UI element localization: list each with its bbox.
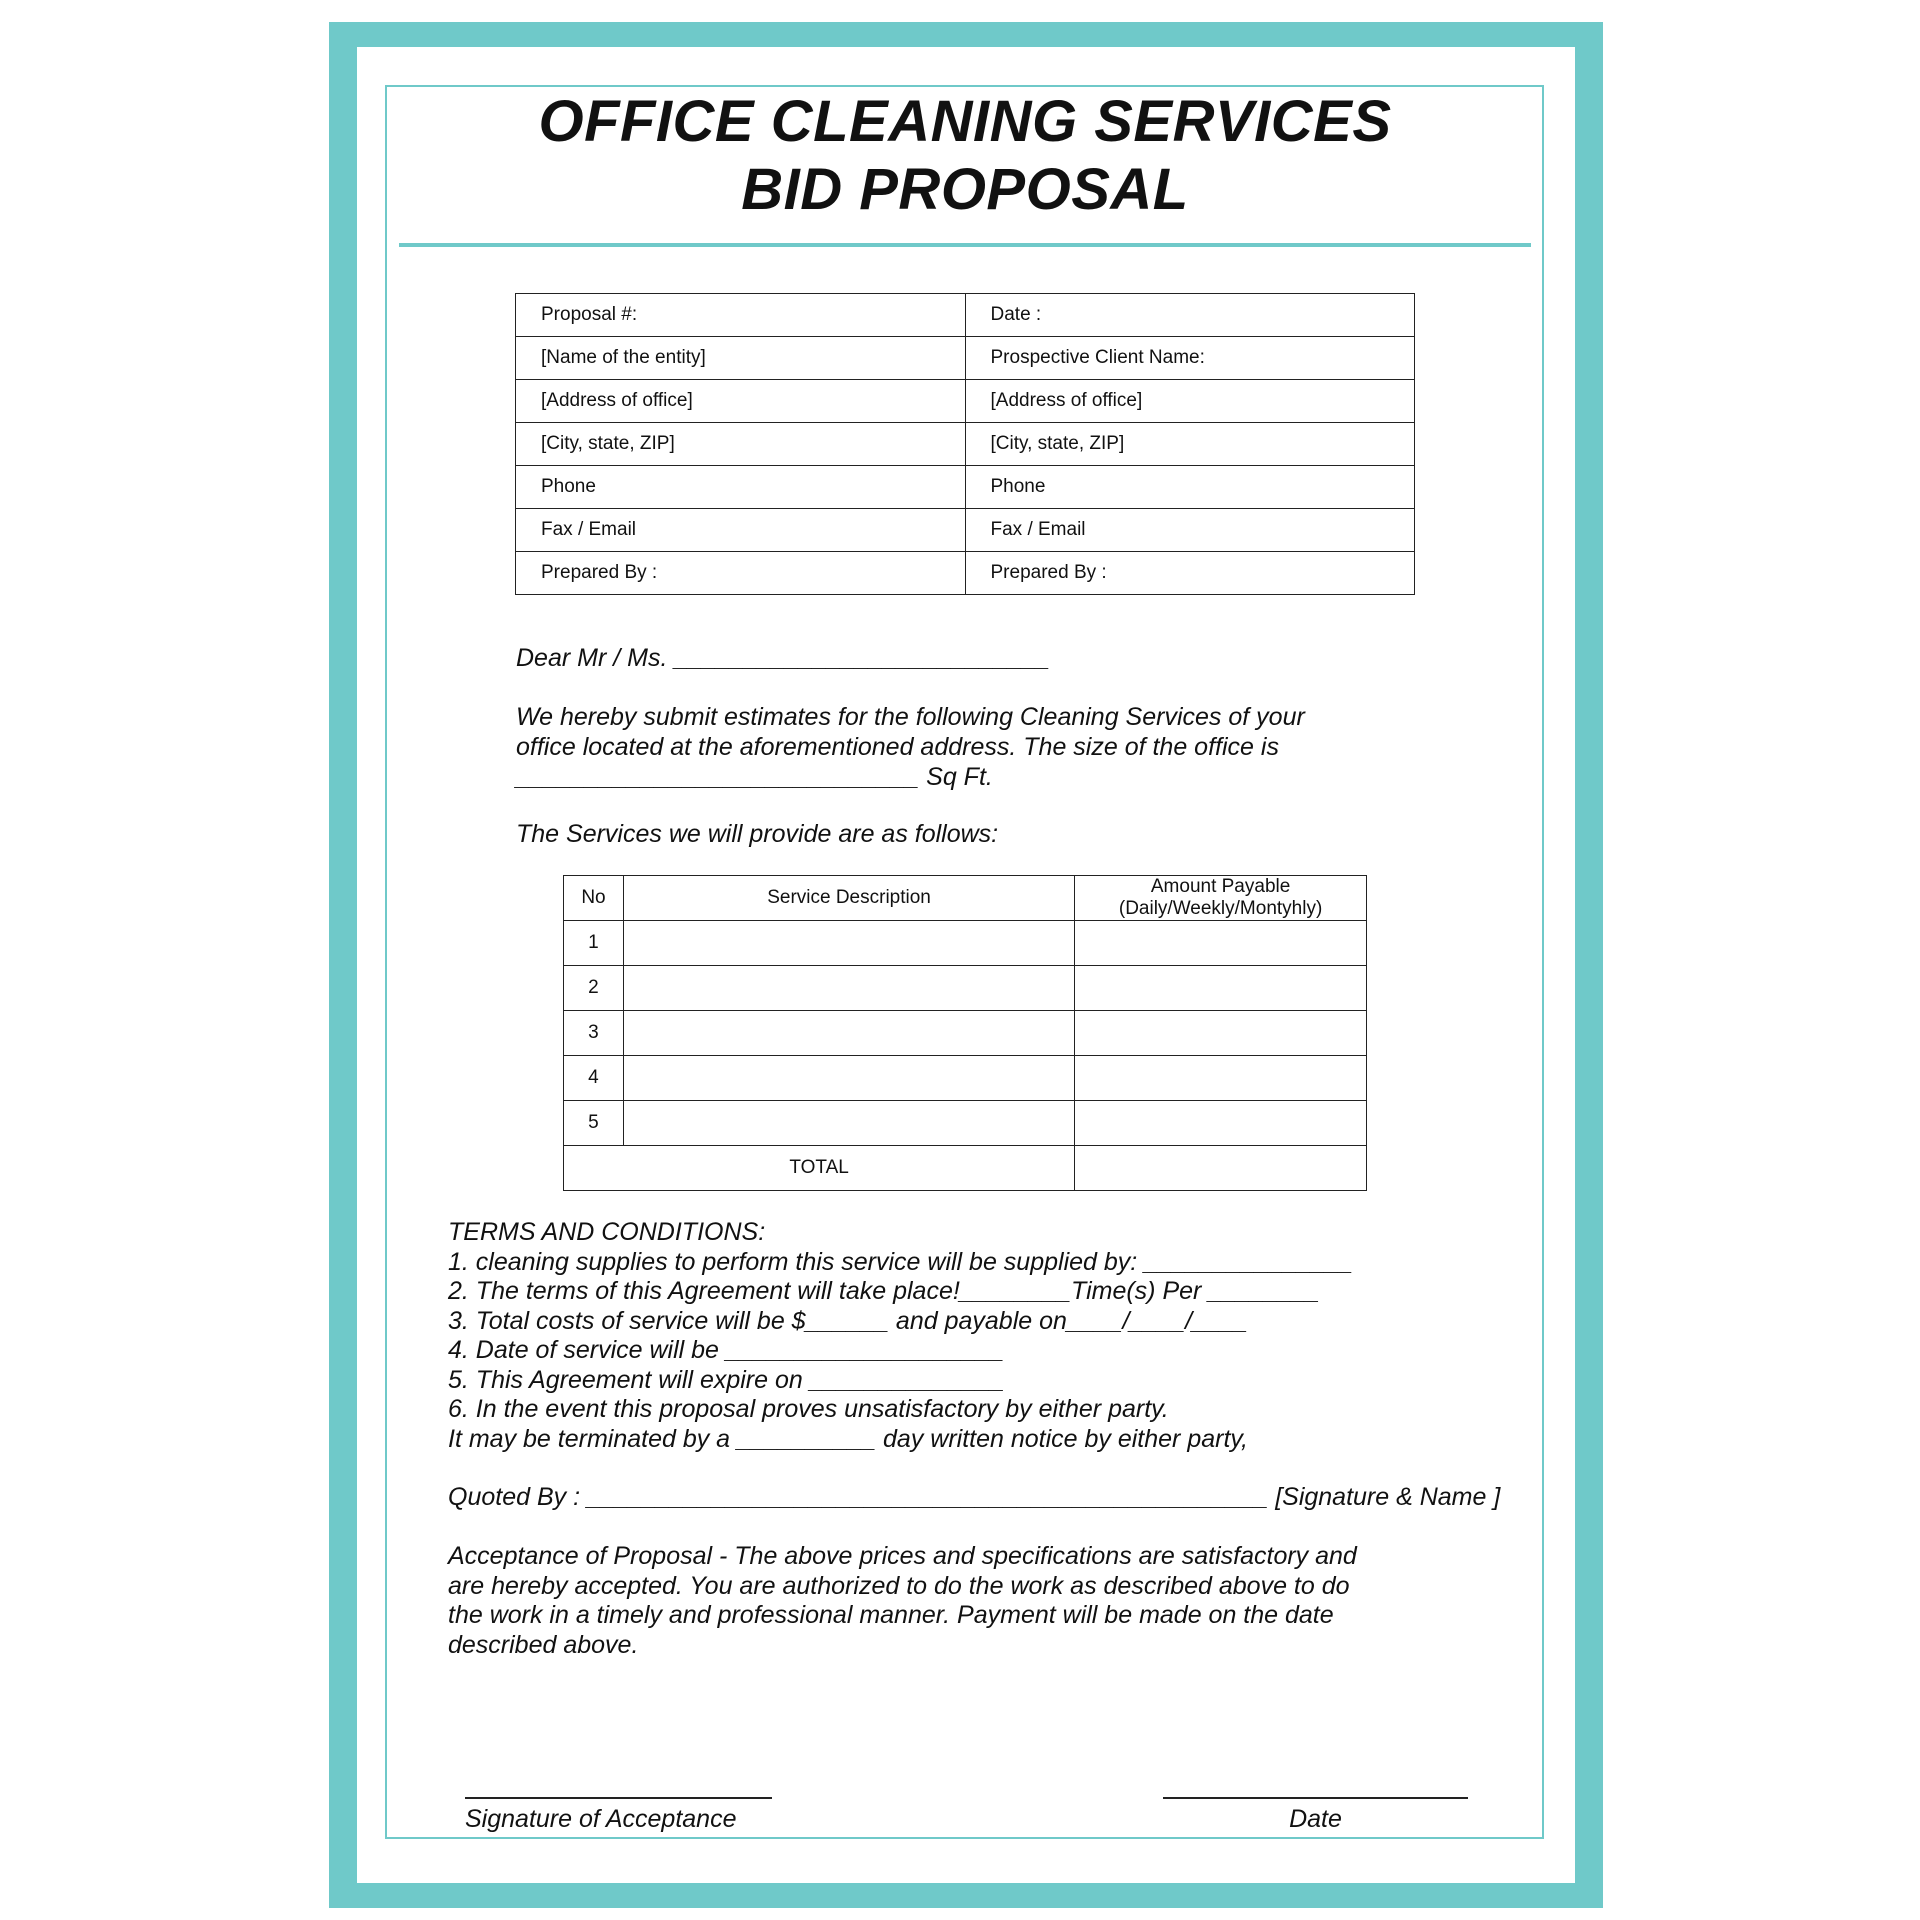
- salutation: Dear Mr / Ms. ___________________________: [516, 644, 1050, 672]
- header-amount: [1075, 876, 1367, 921]
- intro-line: _____________________________ Sq Ft.: [516, 763, 993, 791]
- description-cell[interactable]: [623, 921, 1074, 966]
- info-cell: Prepared By :: [965, 552, 1415, 595]
- info-cell: [Address of office]: [516, 380, 966, 423]
- header-amount-line: Amount Payable: [1150, 876, 1291, 897]
- table-row: [516, 294, 1415, 337]
- info-cell: Phone: [516, 466, 966, 509]
- terms-item: 6. In the event this proposal proves unsatisfactory by either party.: [448, 1395, 1169, 1423]
- quoted-by-line: Quoted By : _________________________________________________ [Signature & Name ]: [448, 1483, 1501, 1511]
- terms-item: 2. The terms of this Agreement will take place!________Time(s) Per ________: [448, 1277, 1320, 1305]
- title-line-2: BID PROPOSAL: [741, 157, 1189, 222]
- acceptance-paragraph: [448, 1542, 1508, 1660]
- intro-line: We hereby submit estimates for the following Cleaning Services of your: [516, 703, 1305, 731]
- amount-cell[interactable]: [1075, 966, 1367, 1011]
- total-label: TOTAL: [564, 1146, 1075, 1191]
- info-cell: [Address of office]: [965, 380, 1415, 423]
- acceptance-line: Acceptance of Proposal - The above prices and specifications are satisfactory and: [448, 1542, 1357, 1570]
- table-row: [564, 921, 1367, 966]
- info-cell: Fax / Email: [516, 509, 966, 552]
- row-number: 5: [564, 1101, 624, 1146]
- terms-item: 4. Date of service will be ____________________: [448, 1336, 1004, 1364]
- description-cell[interactable]: [623, 1056, 1074, 1101]
- description-cell[interactable]: [623, 1011, 1074, 1056]
- header-amount-line: (Daily/Weekly/Montyhly): [1118, 898, 1323, 919]
- table-row: [516, 380, 1415, 423]
- amount-cell[interactable]: [1075, 1101, 1367, 1146]
- table-row: [564, 1101, 1367, 1146]
- header-no: No: [564, 876, 624, 921]
- info-cell: Proposal #:: [516, 294, 966, 337]
- signature-label: Signature of Acceptance: [465, 1805, 737, 1833]
- acceptance-line: are hereby accepted. You are authorized to do the work as described above to do: [448, 1571, 1350, 1600]
- total-row: [564, 1146, 1367, 1191]
- title-line-1: OFFICE CLEANING SERVICES: [538, 89, 1392, 154]
- table-row: [516, 552, 1415, 595]
- row-number: 4: [564, 1056, 624, 1101]
- row-number: 3: [564, 1011, 624, 1056]
- services-intro: The Services we will provide are as follows:: [516, 820, 999, 848]
- terms-item: It may be terminated by a __________ day written notice by either party,: [448, 1424, 1248, 1453]
- info-cell: Fax / Email: [965, 509, 1415, 552]
- info-cell: [City, state, ZIP]: [516, 423, 966, 466]
- terms-item: 3. Total costs of service will be $______ and payable on____/____/____: [448, 1306, 1248, 1335]
- table-row: [516, 423, 1415, 466]
- intro-paragraph: [516, 702, 1476, 792]
- title-divider: [399, 243, 1531, 247]
- date-label: Date: [1289, 1805, 1342, 1833]
- info-cell: [Name of the entity]: [516, 337, 966, 380]
- table-row: [564, 1011, 1367, 1056]
- acceptance-line: the work in a timely and professional manner. Payment will be made on the date: [448, 1601, 1334, 1629]
- info-cell: Prospective Client Name:: [965, 337, 1415, 380]
- date-line: [1163, 1797, 1468, 1799]
- terms-heading: TERMS AND CONDITIONS:: [448, 1218, 766, 1246]
- proposal-info-table: [515, 293, 1415, 595]
- services-table: [563, 875, 1367, 1191]
- table-row: [516, 337, 1415, 380]
- total-amount-cell[interactable]: [1075, 1146, 1367, 1191]
- intro-line: office located at the aforementioned address. The size of the office is: [516, 733, 1279, 761]
- terms-item: 1. cleaning supplies to perform this service will be supplied by: _______________: [448, 1247, 1353, 1276]
- amount-cell[interactable]: [1075, 921, 1367, 966]
- terms-item: 5. This Agreement will expire on ______________: [448, 1365, 1005, 1394]
- signature-line: [465, 1797, 772, 1799]
- row-number: 1: [564, 921, 624, 966]
- spacer: [448, 1454, 1508, 1483]
- table-header-row: [564, 876, 1367, 921]
- header-description: Service Description: [623, 876, 1074, 921]
- table-row: [564, 1056, 1367, 1101]
- acceptance-line: described above.: [448, 1630, 639, 1659]
- amount-cell[interactable]: [1075, 1056, 1367, 1101]
- table-row: [516, 466, 1415, 509]
- description-cell[interactable]: [623, 1101, 1074, 1146]
- amount-cell[interactable]: [1075, 1011, 1367, 1056]
- info-cell: Phone: [965, 466, 1415, 509]
- info-cell: Date :: [965, 294, 1415, 337]
- row-number: 2: [564, 966, 624, 1011]
- document-title: [400, 88, 1530, 224]
- table-row: [516, 509, 1415, 552]
- description-cell[interactable]: [623, 966, 1074, 1011]
- table-row: [564, 966, 1367, 1011]
- info-cell: Prepared By :: [516, 552, 966, 595]
- info-cell: [City, state, ZIP]: [965, 423, 1415, 466]
- terms-section: [448, 1218, 1508, 1513]
